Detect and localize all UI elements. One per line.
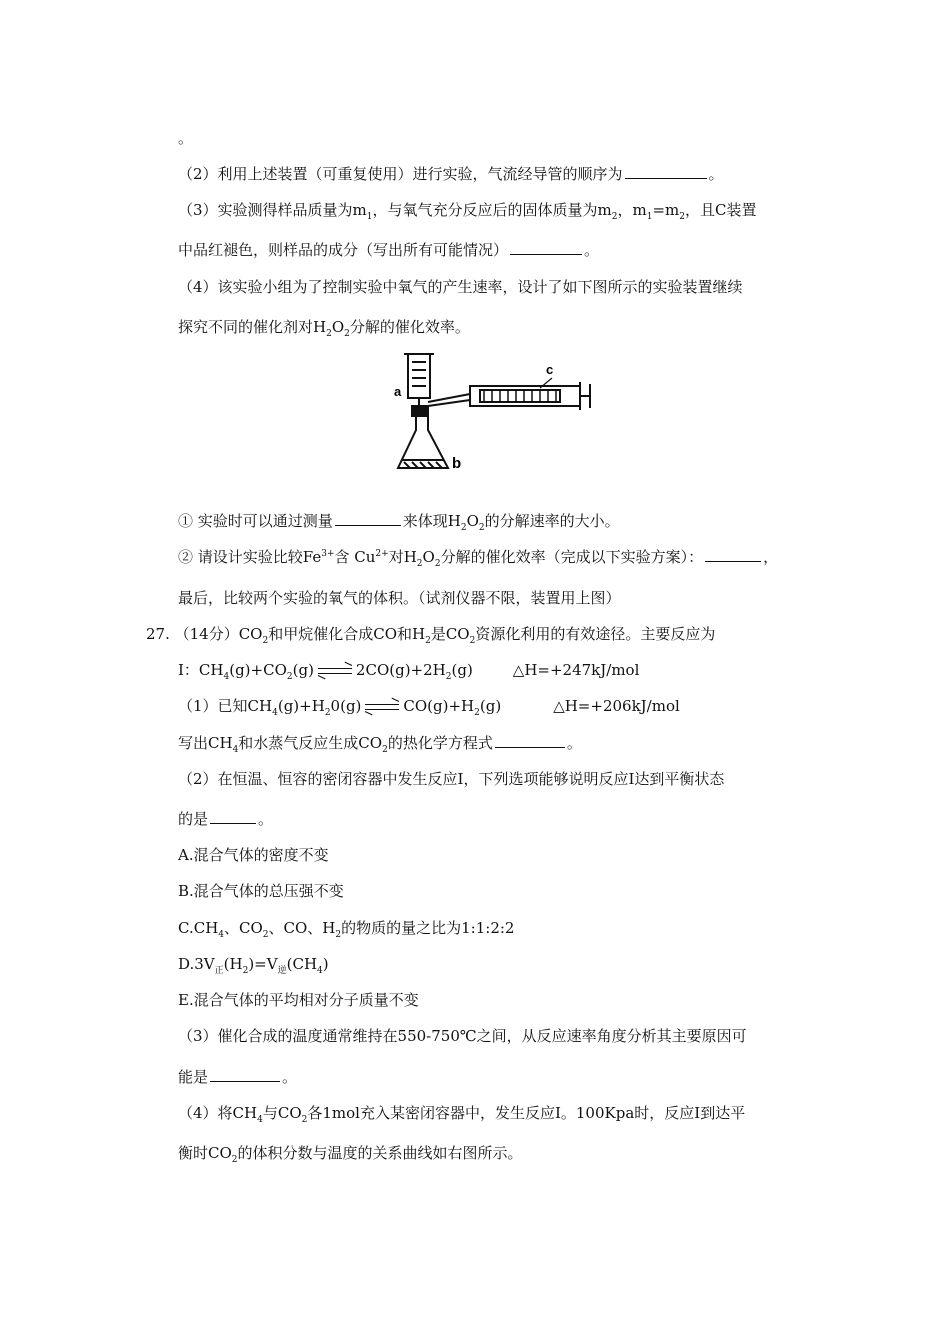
answer-blank[interactable] [210, 809, 256, 824]
text-line: 中品红褪色，则样品的成分（写出所有可能情况） 。 [178, 241, 600, 259]
question-3: （3）实验测得样品质量为$m_1$，与氧气充分反应后的固体质量为$m_2$，$m_1=m_2$，且C装置 [178, 201, 757, 222]
text-line: 。 [178, 129, 194, 147]
answer-blank[interactable] [510, 240, 582, 255]
answer-blank[interactable] [210, 1067, 280, 1082]
answer-blank[interactable] [335, 511, 401, 526]
text-line: 最后，比较两个实验的氧气的体积。（试剂仪器不限，装置用上图） [178, 589, 621, 607]
text-line: 写出$CH_4$和水蒸气反应生成$CO_2$的热化学方程式 。 [178, 734, 582, 755]
answer-blank[interactable] [625, 164, 707, 179]
option-e: E.混合气体的平均相对分子质量不变 [178, 991, 419, 1009]
question-4-2: ② 请设计实验比较$Fe^{3+}$含 $Cu^{2+}$对$H_2O_2$分解的催化效率（完成以下实验方案）： ， [178, 548, 779, 569]
question-4-1: ① 实验时可以通过测量 来体现$H_2O_2$的分解速率的大小。 [178, 512, 620, 533]
question-4: （4）该实验小组为了控制实验中氧气的产生速率，设计了如下图所示的实验装置继续 [178, 278, 743, 296]
question-27-3: （3）催化合成的温度通常维持在550-750℃之间，从反应速率角度分析其主要原因可 [178, 1027, 747, 1045]
equilibrium-arrow-icon [318, 665, 352, 677]
question-2: （2）利用上述装置（可重复使用）进行实验，气流经导管的顺序为 。 [178, 165, 724, 183]
reaction-1: Ⅰ：$CH_4(g)+CO_2(g)$ $2CO(g)+2H_2(g)$ △H=+247kJ/mol [178, 661, 640, 682]
question-27-4: （4）将$CH_4$与$CO_2$各1mol充入某密闭容器中，发生反应Ⅰ。100Kpa时，反应Ⅰ到达平 [178, 1104, 746, 1125]
option-b: B.混合气体的总压强不变 [178, 882, 344, 900]
text-line: 衡时$CO_2$的体积分数与温度的关系曲线如右图所示。 [178, 1144, 523, 1165]
text-line: 探究不同的催化剂对$H_2O_2$分解的催化效率。 [178, 318, 470, 339]
answer-blank[interactable] [705, 547, 761, 562]
answer-blank[interactable] [495, 733, 565, 748]
label-c: c [546, 362, 554, 377]
option-d: $D.3V_正(H_2)=V_逆(CH_4)$ [178, 955, 329, 976]
reaction-2: （1）已知$CH_4(g)+H_20(g)$ $CO(g)+H_2(g)$ △H=+206kJ/mol [178, 697, 680, 718]
question-27-2: （2）在恒温、恒容的密闭容器中发生反应Ⅰ，下列选项能够说明反应Ⅰ达到平衡状态 [178, 770, 725, 788]
label-b: b [452, 455, 462, 472]
text-line: 的是 。 [178, 810, 274, 828]
label-a: a [394, 384, 402, 399]
apparatus-diagram [390, 350, 600, 480]
option-a: A.混合气体的密度不变 [178, 846, 329, 864]
equilibrium-arrow-icon [365, 701, 399, 713]
text-line: 能是 。 [178, 1068, 298, 1086]
question-27: 27. （14分）$CO_2$和甲烷催化合成CO和$H_2$是$CO_2$资源化利用的有效途径。主要反应为 [146, 625, 716, 646]
option-c: $C.CH_4$、$CO_2$、CO、$H_2$的物质的量之比为1:1:2:2 [178, 919, 515, 940]
